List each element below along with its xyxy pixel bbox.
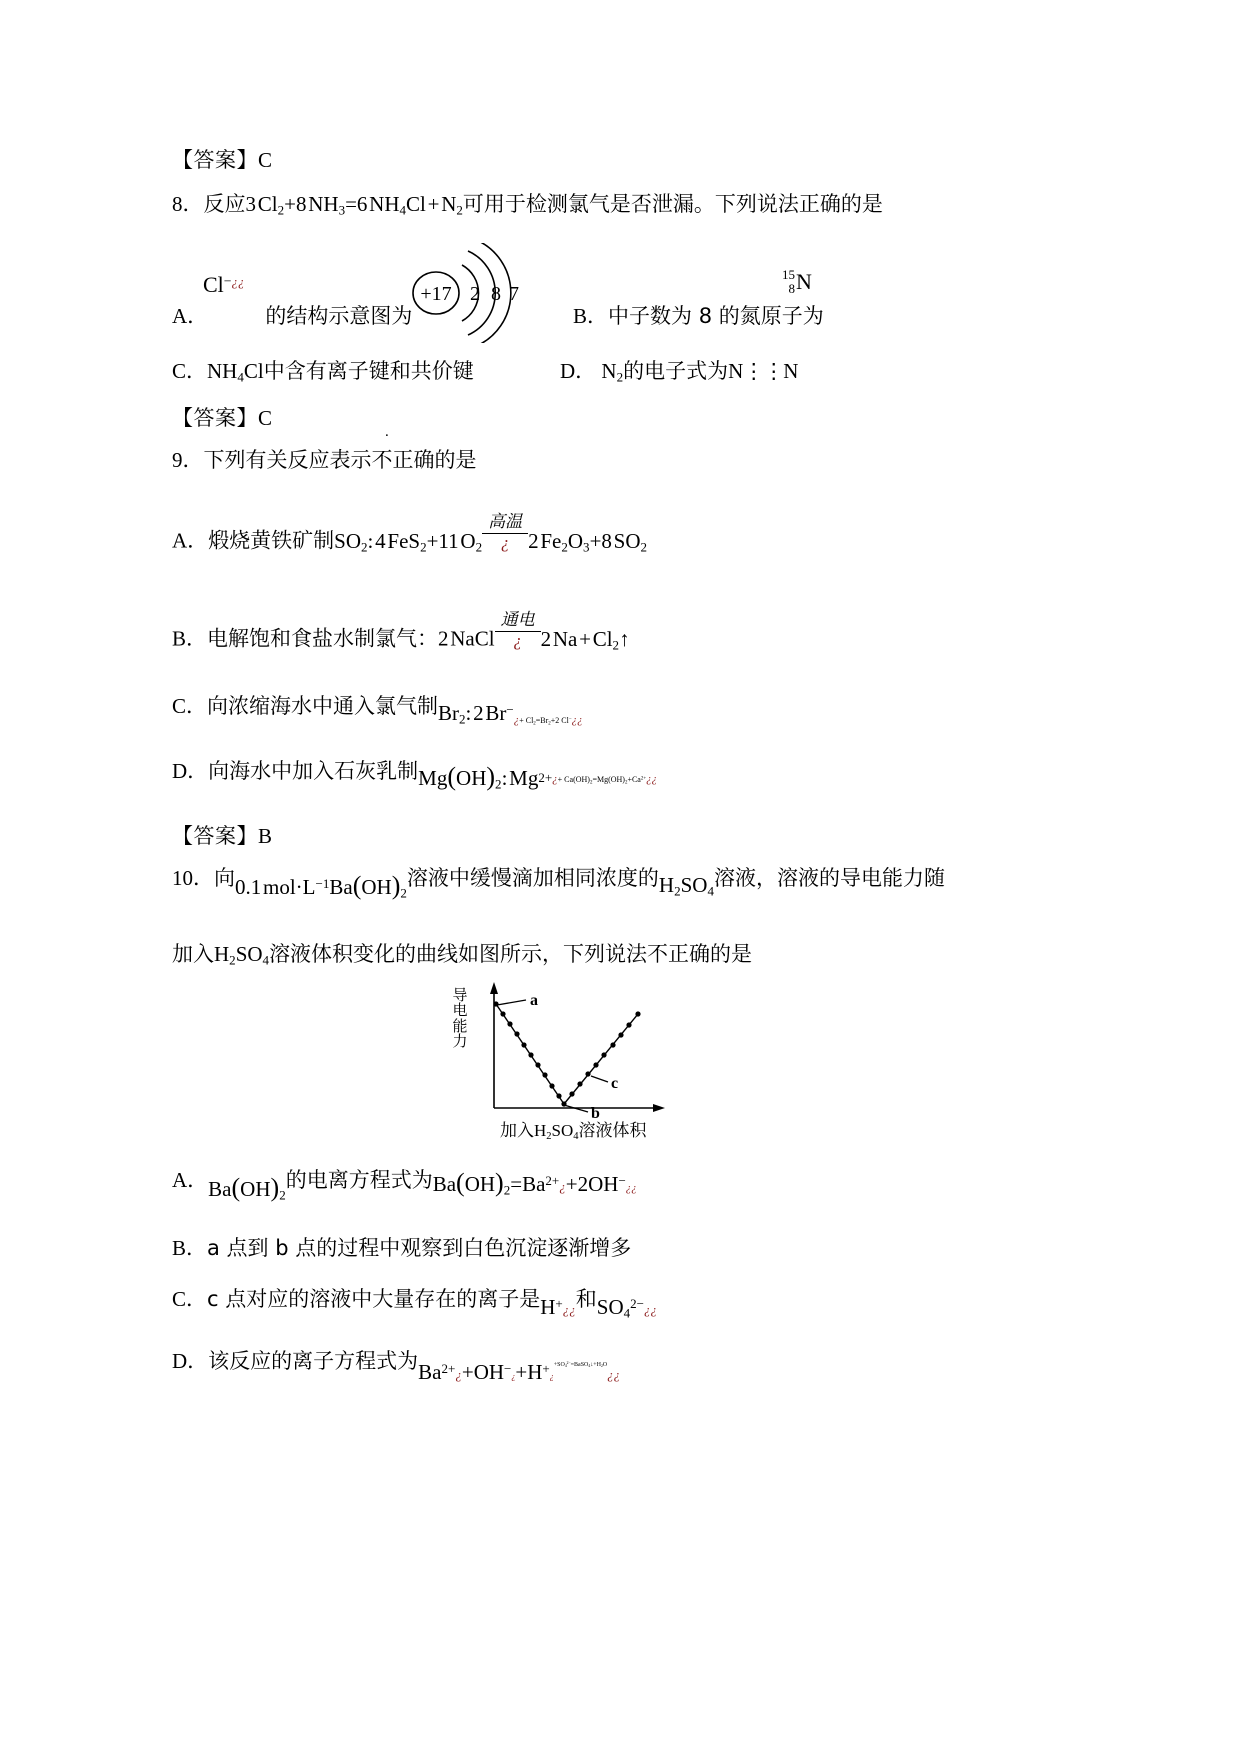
option-8b — [573, 300, 824, 330]
option-10c-join: 和 — [575, 1287, 597, 1311]
answer-label: 【答案】 — [172, 148, 258, 172]
option-9c-formula: $Br_2$: 2 Br− — [438, 701, 514, 727]
question-10-stem-1: 向 — [214, 866, 235, 890]
option-9d-small-equation: 2+¿+ $Ca(OH)_2=Mg(OH)_2+Ca^{2+}¿¿$ — [538, 770, 658, 786]
option-10b-text: a 点到 b 点的过程中观察到白色沉淀逐渐增多 — [207, 1236, 632, 1260]
option-8a-species — [203, 272, 244, 298]
option-9d-tag: D． — [172, 759, 209, 783]
question-9-stem — [172, 444, 477, 474]
condition-label: 高温 — [482, 513, 528, 534]
chart-x-axis-label: 加入$H_2SO_4$溶液体积 — [500, 1121, 647, 1142]
question-9-stem-text: 下列有关反应表示不正确的是 — [203, 448, 477, 472]
y-label-char: 导 — [452, 986, 468, 1004]
option-10c-tag: C． — [172, 1287, 208, 1311]
option-8c-tag: C． — [172, 359, 208, 383]
conductivity-chart — [452, 978, 682, 1128]
option-8d-lewis-structure: N⋮⋮N — [728, 359, 799, 383]
answer-value: C — [258, 406, 273, 430]
chlorine-charge: − — [223, 273, 232, 289]
question-8-stem-post: 可用于检测氯气是否泄漏。下列说法正确的是 — [462, 192, 883, 216]
option-10a-text: 的电离方程式为 — [285, 1168, 433, 1192]
svg-text:c: c — [611, 1075, 619, 1092]
option-9b-text: 电解饱和食盐水制氯气： — [207, 626, 439, 651]
isotope-mass-number: 15 — [782, 267, 795, 282]
option-9b — [172, 611, 630, 653]
option-9a-condition-arrow — [482, 513, 528, 551]
option-10b-tag: B． — [172, 1236, 208, 1260]
option-9c-small-equation: ¿+ $Cl_2=Br_2+2$ Cl−¿¿ — [513, 714, 583, 727]
question-10-stem-line2 — [172, 938, 752, 969]
option-8d-tag: D． — [560, 359, 597, 383]
option-8c-text: 中含有离子键和共价键 — [263, 359, 474, 383]
option-10d-equation-main: $Ba^{2+}¿+OH^-¿+H^+¿$ — [418, 1360, 554, 1384]
y-label-char: 能 — [452, 1016, 468, 1035]
option-9b-condition-arrow — [495, 611, 541, 649]
option-10d-text: 该反应的离子方程式为 — [208, 1349, 419, 1373]
option-10a-formula: $Ba(OH)_2$ — [208, 1173, 286, 1203]
isotope-notation — [782, 268, 812, 295]
y-label-char: 电 — [452, 1001, 468, 1020]
question-8-equation: 3 $Cl_2+8$ $NH_3=6$ $NH_4Cl$ + $N_2$ — [245, 192, 463, 218]
option-8d — [560, 355, 798, 386]
option-9d-text: 向海水中加入石灰乳制 — [208, 759, 419, 783]
option-10a-tag: A． — [172, 1168, 209, 1192]
option-8a-tag: A． — [172, 304, 209, 328]
option-9a-tag: A． — [172, 528, 209, 553]
chart-y-axis-label — [452, 988, 468, 1049]
option-9d — [172, 755, 657, 793]
option-8a — [172, 300, 412, 330]
option-8b-text: 中子数为 8 的氮原子为 — [608, 304, 824, 328]
question-10-number: 10． — [172, 866, 214, 890]
option-8d-text: 的电子式为 — [623, 359, 729, 383]
svg-text:2: 2 — [470, 283, 480, 305]
chlorine-symbol: Cl — [203, 272, 224, 297]
answer-line-7 — [172, 144, 273, 174]
emphasis-dot: . — [385, 424, 389, 440]
answer-value: C — [258, 148, 273, 172]
isotope-element: N — [796, 268, 812, 294]
option-10c — [172, 1283, 657, 1322]
option-8c — [172, 355, 474, 386]
option-9b-lhs: 2 NaCl — [438, 626, 495, 651]
y-label-char: 力 — [452, 1031, 468, 1050]
option-10d — [172, 1345, 620, 1385]
option-8a-text: 的结构示意图为 — [265, 304, 413, 328]
option-9d-formula: $Mg(OH)_2$: Mg — [418, 762, 539, 792]
question-10-concentration: 0.1 $mol\cdot L^{-1}Ba(OH)_2$ — [235, 871, 407, 901]
question-10-stem-4a: 加入 — [172, 942, 214, 966]
option-10c-text: c 点对应的溶液中大量存在的离子是 — [207, 1287, 541, 1311]
option-10d-equation-small: $+SO_4^{2-}=BaSO_4↓+H_2O$ — [553, 1361, 608, 1369]
option-9a-lhs: $SO_2$: 4 FeS$_2$+11 $O_2$ — [334, 528, 483, 555]
question-10-stem-4c: 溶液体积变化的曲线如图所示，下列说法不正确的是 — [269, 942, 753, 966]
question-9-number: 9． — [172, 448, 204, 472]
svg-text:+17: +17 — [420, 283, 452, 305]
svg-text:b: b — [591, 1105, 600, 1122]
answer-line-9 — [172, 820, 273, 850]
answer-value: B — [258, 824, 273, 848]
render-error-marker: ¿¿ — [231, 273, 245, 289]
atom-structure-diagram — [408, 243, 538, 343]
answer-label: 【答案】 — [172, 406, 258, 430]
option-10c-ion-2: $SO_4^{2-}¿¿$ — [596, 1295, 657, 1321]
option-10c-ion-1: H+¿¿ — [540, 1295, 576, 1319]
option-8b-tag: B． — [573, 304, 609, 328]
option-10d-tag: D． — [172, 1349, 209, 1373]
answer-line-8 — [172, 402, 273, 432]
question-8-number: 8． — [172, 192, 204, 216]
option-9b-rhs: 2 Na + $Cl_2↑$ — [540, 626, 630, 653]
arrow-render-error: ¿ — [500, 532, 510, 552]
option-10a — [172, 1164, 637, 1204]
question-10-stem-line1 — [172, 862, 945, 902]
answer-label: 【答案】 — [172, 824, 258, 848]
option-9c-tag: C． — [172, 694, 208, 718]
option-8c-formula: $NH_4Cl$ — [207, 359, 264, 385]
arrow-render-error: ¿ — [513, 630, 522, 650]
svg-text:8: 8 — [491, 283, 501, 305]
option-10a-equation: $Ba(OH)_2=Ba^{2+}¿+2OH^-¿¿$ — [432, 1168, 637, 1198]
option-8b-isotope — [782, 268, 812, 295]
option-9c-text: 向浓缩海水中通入氯气制 — [207, 694, 439, 718]
option-10d-render-error: ¿¿ — [607, 1367, 621, 1382]
svg-text:a: a — [530, 992, 538, 1009]
option-9b-tag: B． — [172, 626, 208, 651]
option-9a — [172, 513, 647, 555]
option-8d-formula: $N_2$ — [601, 359, 624, 385]
question-8-stem-pre: 反应 — [203, 192, 246, 216]
option-10b — [172, 1232, 631, 1262]
option-9c — [172, 690, 583, 728]
question-10-stem-2: 溶液中缓慢滴加相同浓度的 — [406, 866, 659, 890]
question-10-stem-3: 溶液，溶液的导电能力随 — [713, 866, 945, 890]
condition-label: 通电 — [495, 611, 541, 632]
option-9a-rhs: 2 $Fe_2O_3+8$ $SO_2$ — [528, 528, 648, 555]
option-9a-text: 煅烧黄铁矿制 — [208, 528, 335, 553]
isotope-atomic-number: 8 — [788, 280, 795, 296]
question-10-acid-2: $H_2SO_4$ — [214, 942, 270, 968]
question-10-acid: $H_2SO_4$ — [658, 873, 714, 899]
question-8-stem — [172, 188, 883, 219]
svg-text:7: 7 — [509, 283, 519, 305]
